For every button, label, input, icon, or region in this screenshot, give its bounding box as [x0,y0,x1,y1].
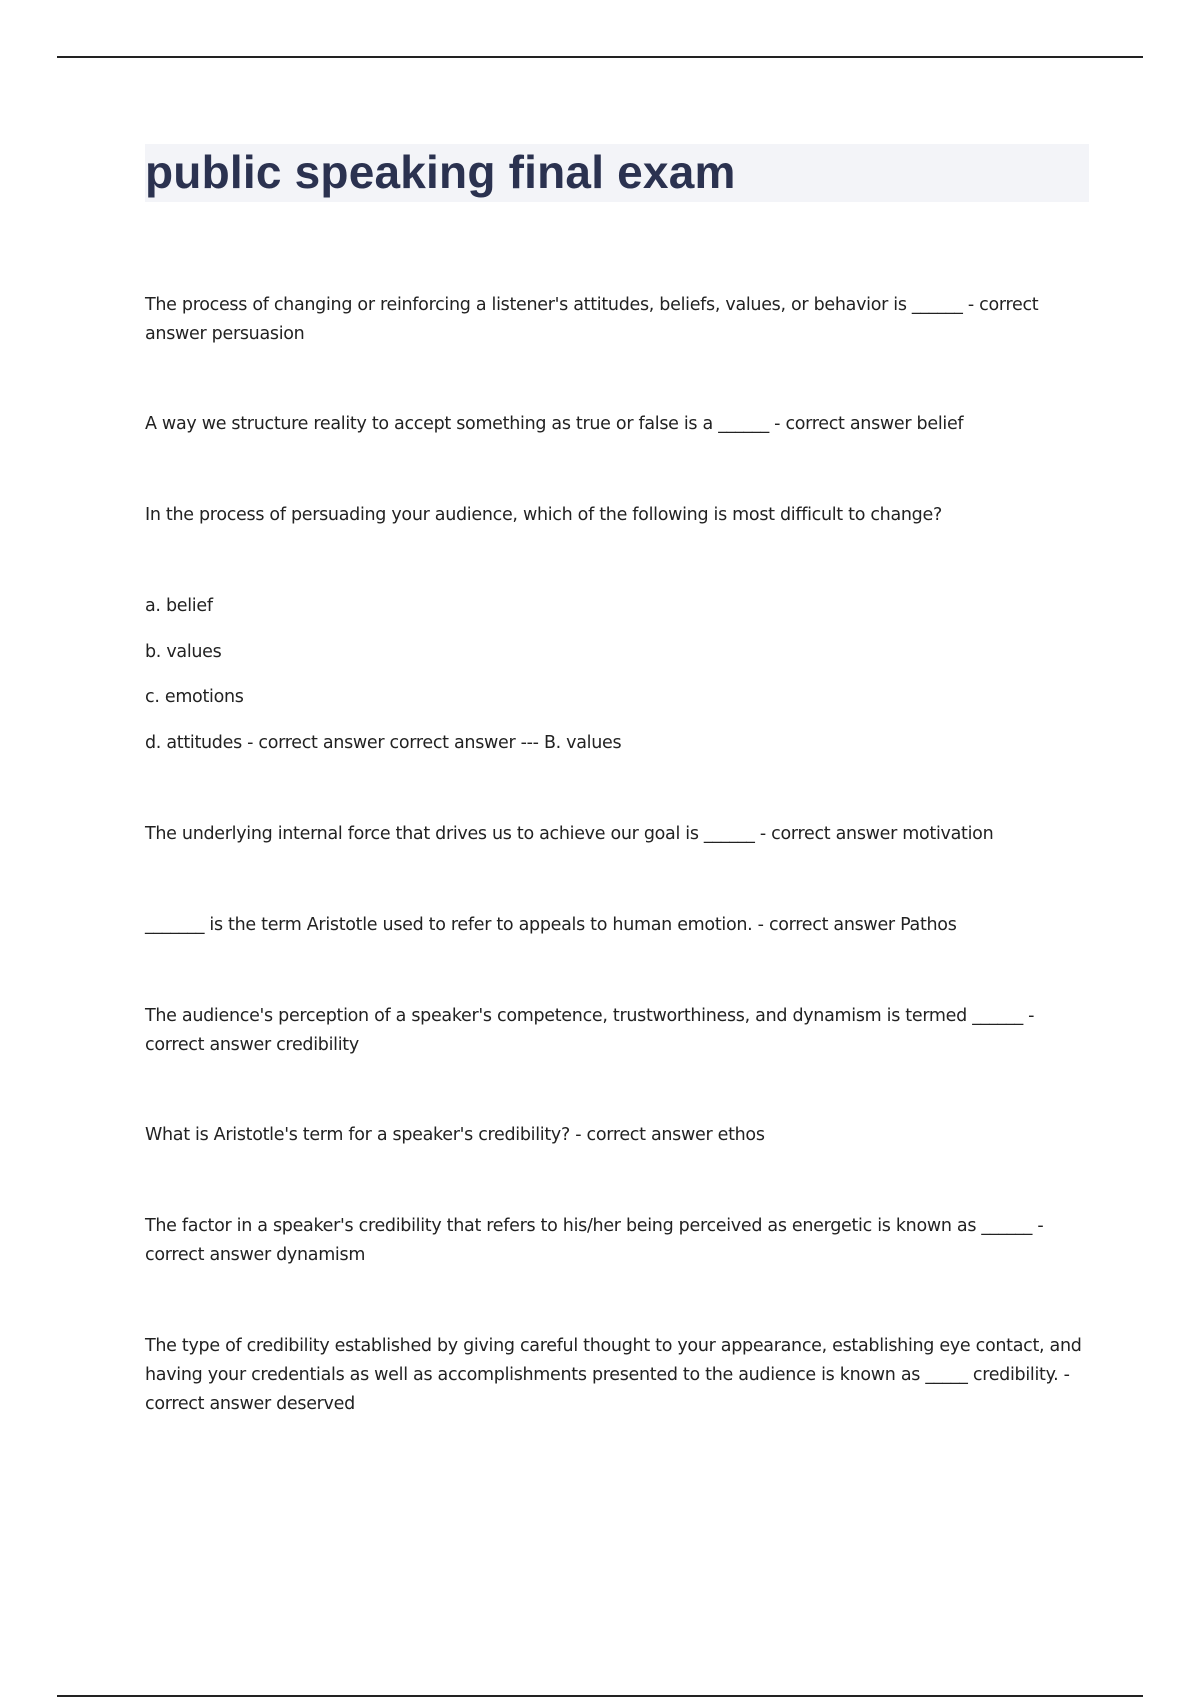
question-ethos: What is Aristotle's term for a speaker's credibility? - correct answer ethos [145,1125,765,1145]
question-dynamism: The factor in a speaker's credibility that refers to his/her being perceived as energetic is known as ______ - correct answer dynamism [145,1216,1044,1265]
option-c: c. emotions [145,687,244,707]
document-title: public speaking final exam [145,146,736,198]
question-belief: A way we structure reality to accept something as true or false is a ______ - correct answer belief [145,414,964,434]
option-d-answer: d. attitudes - correct answer correct answer --- B. values [145,733,622,753]
bottom-rule [57,1695,1143,1697]
option-a: a. belief [145,596,213,616]
question-deserved: The type of credibility established by giving careful thought to your appearance, establishing eye contact, and having your credentials as well as accomplishments presented to the audience is known as _____ credibility. - correct answer deserved [145,1336,1082,1414]
top-rule [57,56,1143,58]
option-b: b. values [145,642,222,662]
question-pathos: _______ is the term Aristotle used to refer to appeals to human emotion. - correct answer Pathos [145,915,957,935]
question-motivation: The underlying internal force that drives us to achieve our goal is ______ - correct answer motivation [145,824,994,844]
question-persuasion: The process of changing or reinforcing a listener's attitudes, beliefs, values, or behavior is ______ - correct answer persuasion [145,295,1039,344]
question-difficult-to-change: In the process of persuading your audience, which of the following is most difficult to change? [145,505,942,525]
question-credibility: The audience's perception of a speaker's competence, trustworthiness, and dynamism is termed ______ - correct answer credibility [145,1006,1035,1055]
